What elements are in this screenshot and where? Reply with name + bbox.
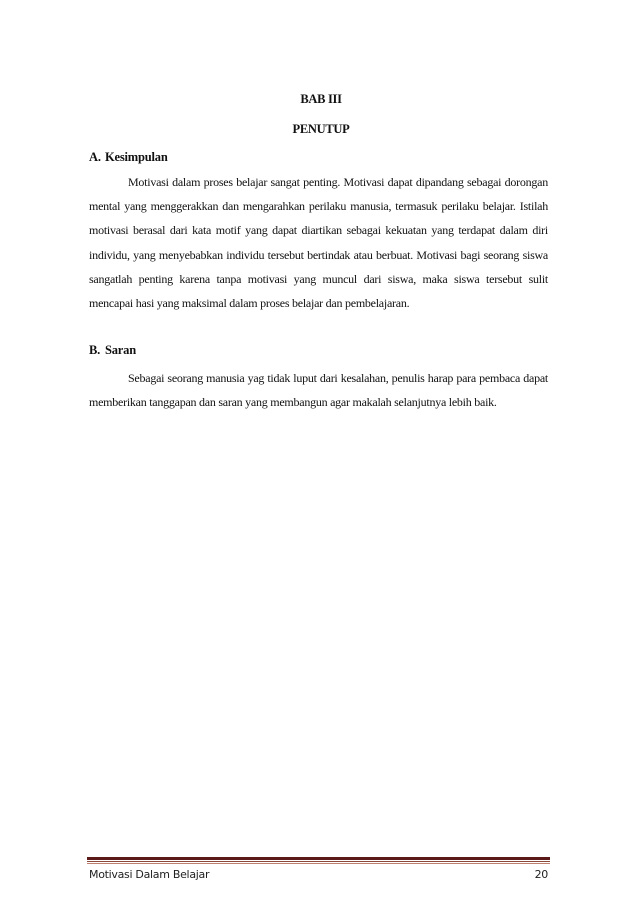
footer-rule-thick bbox=[87, 857, 550, 860]
section-paragraph-kesimpulan bbox=[89, 170, 548, 315]
section-heading-kesimpulan bbox=[89, 150, 168, 165]
chapter-number: BAB III bbox=[300, 92, 342, 106]
page-number: 20 bbox=[534, 868, 548, 881]
section-letter: B. bbox=[89, 343, 101, 357]
paragraph-text: Motivasi dalam proses belajar sangat penting. Motivasi dapat dipandang sebagai dorongan mental yang menggerakkan dan mengarahkan perilaku manusia, termasuk perilaku belajar. Istilah motivasi berasal dari kata motif yang dapat diartikan sebagai kekuatan yang terdapat dalam diri individu, yang menyebabkan individu tersebut bertindak atau berbuat. Motivasi bagi seorang siswa sangatlah penting karena tanpa motivasi yang muncul dari siswa, maka siswa tersebut sulit mencapai hasi yang maksimal dalam proses belajar dan pembelajaran. bbox=[89, 175, 548, 311]
chapter-title: PENUTUP bbox=[292, 122, 350, 136]
section-heading-saran bbox=[89, 343, 136, 358]
footer-title: Motivasi Dalam Belajar bbox=[89, 868, 210, 881]
section-title: Kesimpulan bbox=[105, 150, 168, 164]
section-title: Saran bbox=[105, 343, 136, 357]
section-letter: A. bbox=[89, 150, 101, 164]
footer-rule-mid bbox=[87, 861, 550, 862]
page-footer bbox=[89, 868, 548, 881]
footer-rule-thin bbox=[87, 863, 550, 864]
section-paragraph-saran bbox=[89, 366, 548, 414]
paragraph-text: Sebagai seorang manusia yag tidak luput dari kesalahan, penulis harap para pembaca dapat memberikan tanggapan dan saran yang membangun agar makalah selanjutnya lebih baik. bbox=[89, 371, 548, 410]
